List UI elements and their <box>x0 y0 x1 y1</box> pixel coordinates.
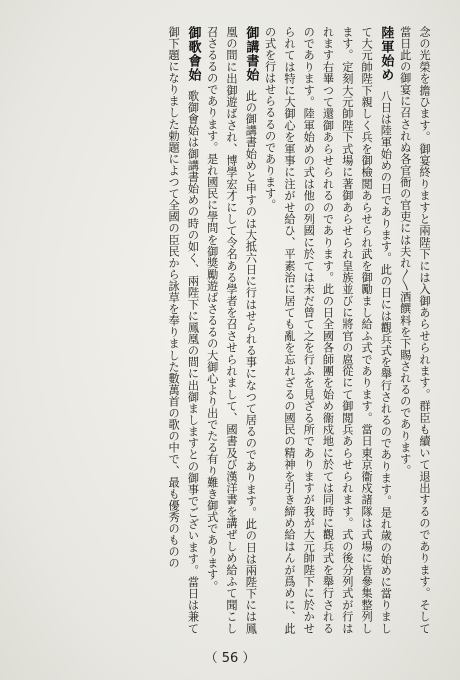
section-poetry-ceremony <box>164 26 203 634</box>
section-heading: 御講書始 <box>243 26 259 83</box>
page-number: （ 56 ） <box>204 651 256 666</box>
section-army-new-year <box>260 26 395 634</box>
paragraph-continuation <box>395 26 434 634</box>
section-lecture-ceremony <box>202 26 260 634</box>
section-heading: 御歌會始 <box>185 26 201 83</box>
paragraph-text: 歌御會始は御講書始めの時の如く、兩陛下に鳳凰の間に出御ましますとの御事でございます。當日は兼て御下題になりました勅題によつて全國の臣民から詠草を奉りました數萬首の歌の中で、最も優秀のものの <box>167 26 200 634</box>
vertical-text-body <box>26 26 434 634</box>
paragraph-text: 此の御講書始めと申すのは大抵六日に行はせられる事になつて居るのであります。此の日は兩陛下には鳳凰の間に出御遊ばされ、博學宏才にして令名ある學者を召させられまして、國書及び漢洋書を講ぜしめ給ふて聞こし召さるるのであります。是れ國民に學問を御獎勵遊ばさるるの大御心より出でたる有り難き御式であります。 <box>205 26 258 634</box>
section-heading: 陸軍始め <box>378 26 394 83</box>
paragraph-text: 念の光榮を擔ひます。御宴終りますと兩陛下には入御あらせられます。群臣も續いて退出するのであります。そして當日此の御宴に召されぬ各官衙の官吏には夫れ〳〵酒饌料を下賜されるのであります。 <box>398 26 431 634</box>
paragraph-text: 八日は陸軍始めの日であります。此の日には觀兵式を舉行されるのであります。是れ歲の始めに當りまして大元帥陛下親しく兵を御檢閲あらせられ武を御勵まし給ふ式であります。當日東京衞戍諸隊は式場に皆參集整列します。定刻大元帥陛下式場に著御あらせられ皇族並びに將官の扈從にて御閲兵あらせられます。式の後分列式が行はれます右畢つて還御あらせられるのであります。此の日全國各師團を始め衞戍地に於ては同時に觀兵式を舉行されるのであります。陸軍始めの式は他の列國に於ては未だ曾て之を行ふを見ざる所でありますが我が大元帥陛下に於かせられては特に大御心を軍事に注がせ給ひ、平素治に居ても亂を忘れざるの國民の精神を引き締め給はんが爲めに、此の式を行はせらるるのであります。 <box>263 26 393 634</box>
